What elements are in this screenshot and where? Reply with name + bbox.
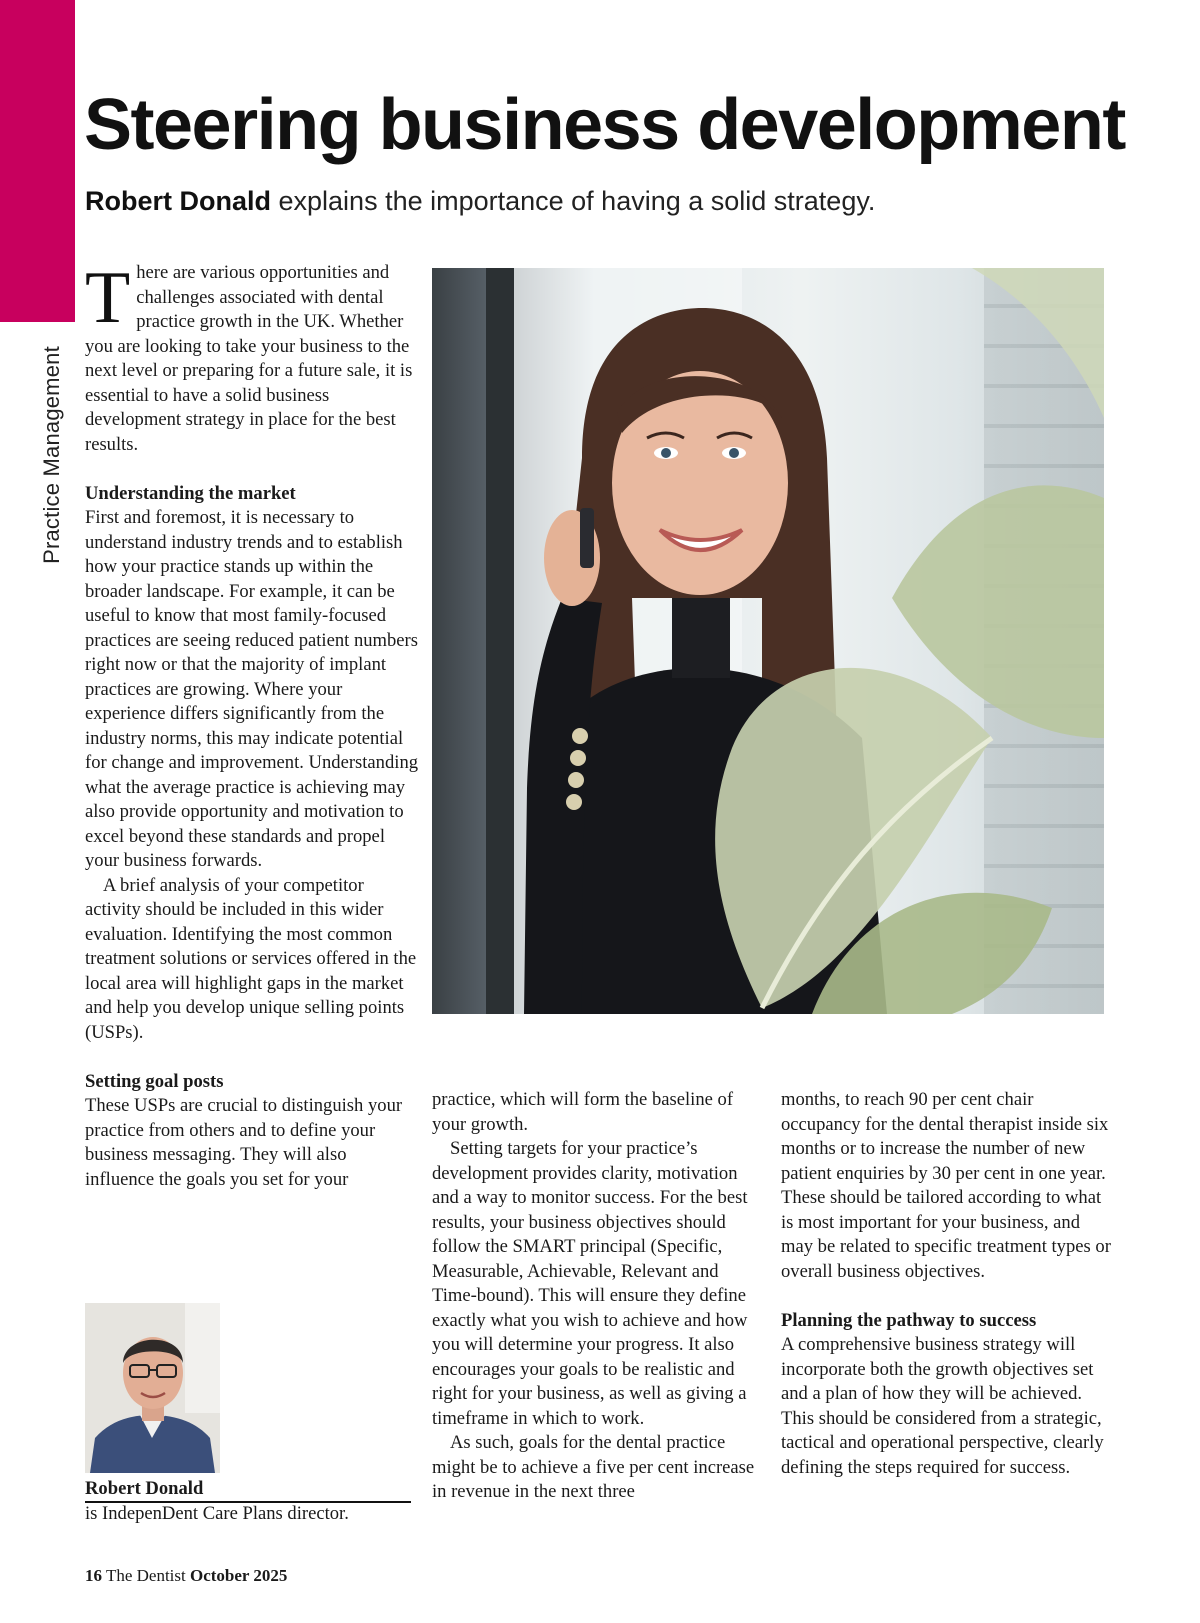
author-photo — [85, 1303, 220, 1473]
standfirst-text: explains the importance of having a solid strategy. — [271, 186, 876, 216]
body-paragraph: Setting targets for your practice’s development provides clarity, motivation and a way to monitor success. For the best results, your business objectives should follow the SMART principal (Specific, Measurable, Achievable, Relevant and Time-bound). This will ensure they define exactly what you wish to achieve and how you will determine your progress. It also encourages your goals to be realistic and right for your business, as well as giving a timeframe in which to work. — [432, 1138, 748, 1429]
author-name: Robert Donald — [85, 1478, 204, 1499]
body-paragraph: As such, goals for the dental practice might be to achieve a five per cent increase in revenue in the next three — [432, 1432, 755, 1502]
body-paragraph: First and foremost, it is necessary to understand industry trends and to establish how your practice stands up within the broader landscape. For example, it can be useful to know that most family-focused practices are seeing reduced patient numbers right now or that the majority of implant practices are growing. Where your experience differs significantly from the industry norms, this may indicate potential for change and improvement. Understanding what the average practice is achieving may also provide opportunity and motivation to excel beyond these standards and propel your business forwards. — [85, 507, 419, 871]
body-paragraph: practice, which will form the baseline of your growth. — [432, 1089, 734, 1135]
body-paragraph: A comprehensive business strategy will incorporate both the growth objectives set and a plan of how they will be achieved. This should be considered from a strategic, tactical and operational perspective, clearly defining the steps required for success. — [781, 1334, 1104, 1478]
subheading-planning-pathway: Planning the pathway to success — [781, 1309, 1037, 1331]
section-label: Practice Management — [39, 346, 64, 564]
section-accent-bar — [0, 0, 75, 322]
intro-paragraph — [85, 257, 420, 457]
main-photo-woman-on-phone — [432, 268, 1104, 1014]
body-paragraph: months, to reach 90 per cent chair occupancy for the dental therapist inside six months or to increase the number of new patient enquiries by 30 per cent in one year. These should be tailored according to what is most important for your business, and may be related to specific treatment types or overall business objectives. — [781, 1089, 1111, 1282]
page-number: 16 — [85, 1566, 102, 1585]
article-column-3 — [781, 1088, 1111, 1480]
drop-cap: T — [85, 257, 131, 339]
standfirst — [85, 186, 875, 217]
headline: Steering business development — [84, 85, 1125, 165]
article-column-2 — [432, 1088, 767, 1505]
body-paragraph: These USPs are crucial to distinguish your practice from others and to define your business messaging. They will also influence the goals you set for your — [85, 1095, 403, 1190]
subheading-setting-goal-posts: Setting goal posts — [85, 1070, 224, 1092]
intro-text: here are various opportunities and challenges associated with dental practice growth in the UK. Whether you are looking to take your business to the next level or preparing for a future sale, it is essential to have a solid business development strategy in place for the best results. — [85, 262, 413, 455]
standfirst-author: Robert Donald — [85, 186, 271, 216]
magazine-title: The Dentist — [102, 1566, 190, 1585]
body-paragraph: A brief analysis of your competitor activity should be included in this wider evaluation. Identifying the most common treatment solutions or services offered in the local area will highlight gaps in the market and help you develop unique selling points (USPs). — [85, 874, 417, 1043]
page-folio — [85, 1566, 287, 1586]
article-column-1 — [85, 257, 420, 1192]
author-role: is IndepenDent Care Plans director. — [85, 1503, 349, 1524]
issue-date: October 2025 — [189, 1566, 288, 1585]
subheading-understanding-market: Understanding the market — [85, 482, 296, 504]
